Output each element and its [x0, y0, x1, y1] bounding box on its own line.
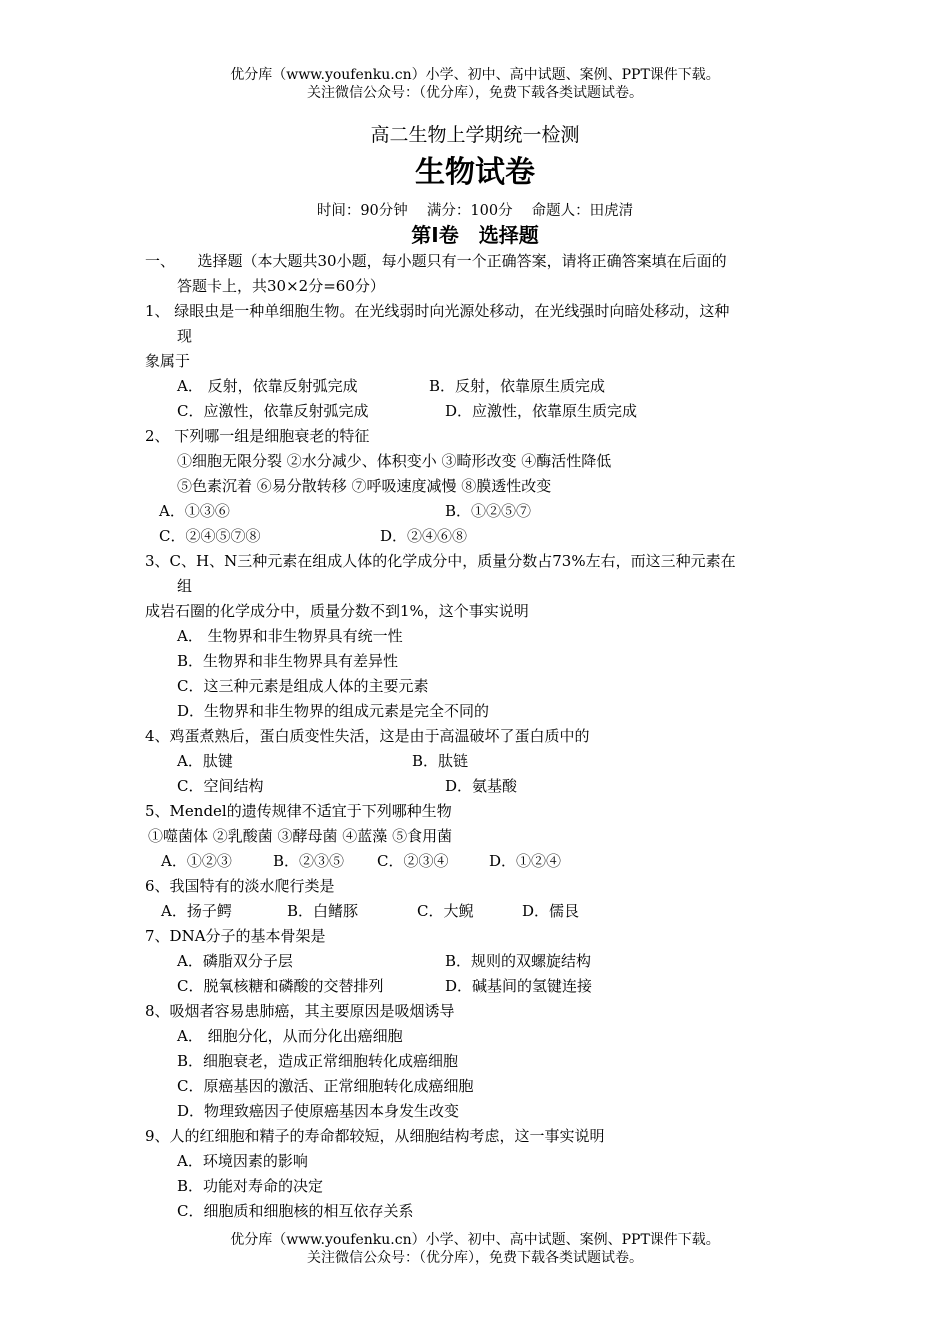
q6-option-a: A．扬子鳄	[161, 902, 232, 920]
q5-option-d: D．①②④	[489, 852, 562, 870]
q7-option-b: B．规则的双螺旋结构	[445, 952, 592, 970]
q2-stem: 2、 下列哪一组是细胞衰老的特征	[145, 427, 370, 445]
q9-stem: 9、人的红细胞和精子的寿命都较短，从细胞结构考虑，这一事实说明	[145, 1127, 605, 1145]
q1-stem-1: 1、 绿眼虫是一种单细胞生物。在光线弱时向光源处移动，在光线强时向暗处移动，这种	[145, 302, 730, 320]
q3-stem-1: 3、C、H、N三种元素在组成人体的化学成分中，质量分数占73%左右，而这三种元素在	[145, 552, 736, 570]
instructions-line-2: 答题卡上，共30×2分=60分）	[177, 277, 385, 295]
q7-stem: 7、DNA分子的基本骨架是	[145, 927, 326, 945]
q9-option-a: A．环境因素的影响	[177, 1152, 308, 1170]
exam-title: 生物试卷	[415, 155, 535, 190]
q3-stem-3: 成岩石圈的化学成分中，质量分数不到1%，这个事实说明	[145, 602, 529, 620]
q5-items: ①噬菌体 ②乳酸菌 ③酵母菌 ④蓝藻 ⑤食用菌	[148, 827, 453, 845]
exam-meta: 时间：90分钟 满分：100分 命题人：田虎清	[316, 203, 634, 219]
instructions-line-1: 一、 选择题（本大题共30小题，每小题只有一个正确答案，请将正确答案填在后面的	[145, 252, 727, 270]
q3-option-b: B．生物界和非生物界具有差异性	[177, 652, 399, 670]
q2-items-1: ①细胞无限分裂 ②水分减少、体积变小 ③畸形改变 ④酶活性降低	[177, 452, 612, 470]
q8-option-d: D．物理致癌因子使原癌基因本身发生改变	[177, 1102, 460, 1120]
q8-option-b: B．细胞衰老，造成正常细胞转化成癌细胞	[177, 1052, 459, 1070]
q2-option-b: B．①②⑤⑦	[445, 502, 532, 520]
q5-option-c: C．②③④	[377, 852, 449, 870]
q6-option-b: B．白鳍豚	[287, 902, 359, 920]
q2-items-2: ⑤色素沉着 ⑥易分散转移 ⑦呼吸速度减慢 ⑧膜透性改变	[177, 477, 552, 495]
q6-option-d: D．儒艮	[522, 902, 580, 920]
q1-stem-2: 现	[177, 327, 193, 345]
section-title: 第Ⅰ卷 选择题	[411, 223, 539, 247]
q4-option-d: D．氨基酸	[445, 777, 518, 795]
q3-option-d: D．生物界和非生物界的组成元素是完全不同的	[177, 702, 490, 720]
q1-option-d: D．应激性，依靠原生质完成	[445, 402, 638, 420]
q6-stem: 6、我国特有的淡水爬行类是	[145, 877, 335, 895]
q5-option-b: B．②③⑤	[273, 852, 345, 870]
q4-option-a: A．肽键	[177, 752, 233, 770]
q5-option-a: A．①②③	[161, 852, 232, 870]
header-line-1: 优分库（www.youfenku.cn）小学、初中、高中试题、案例、PPT课件下载。	[230, 67, 720, 83]
q4-option-b: B．肽链	[412, 752, 469, 770]
footer-line-2: 关注微信公众号：（优分库），免费下载各类试题试卷。	[307, 1250, 643, 1266]
q7-option-c: C．脱氧核糖和磷酸的交替排列	[177, 977, 384, 995]
header-line-2: 关注微信公众号：（优分库），免费下载各类试题试卷。	[307, 85, 643, 101]
q2-option-c: C．②④⑤⑦⑧	[159, 527, 261, 545]
q8-stem: 8、吸烟者容易患肺癌，其主要原因是吸烟诱导	[145, 1002, 455, 1020]
q7-option-a: A．磷脂双分子层	[177, 952, 293, 970]
q3-option-c: C．这三种元素是组成人体的主要元素	[177, 677, 429, 695]
q4-option-c: C．空间结构	[177, 777, 264, 795]
q1-option-b: B．反射，依靠原生质完成	[429, 377, 606, 395]
q8-option-c: C．原癌基因的激活、正常细胞转化成癌细胞	[177, 1077, 474, 1095]
q1-option-a: A． 反射，依靠反射弧完成	[177, 377, 358, 395]
q3-stem-2: 组	[177, 577, 193, 595]
q1-option-c: C．应激性，依靠反射弧完成	[177, 402, 369, 420]
exam-subtitle: 高二生物上学期统一检测	[370, 124, 580, 146]
q9-option-c: C．细胞质和细胞核的相互依存关系	[177, 1202, 414, 1220]
q4-stem: 4、鸡蛋煮熟后，蛋白质变性失活，这是由于高温破坏了蛋白质中的	[145, 727, 590, 745]
q9-option-b: B．功能对寿命的决定	[177, 1177, 324, 1195]
q8-option-a: A． 细胞分化，从而分化出癌细胞	[177, 1027, 403, 1045]
q2-option-d: D．②④⑥⑧	[380, 527, 468, 545]
q2-option-a: A．①③⑥	[159, 502, 230, 520]
q6-option-c: C．大鲵	[417, 902, 474, 920]
q1-stem-3: 象属于	[145, 352, 191, 370]
q3-option-a: A． 生物界和非生物界具有统一性	[177, 627, 403, 645]
q7-option-d: D．碱基间的氢键连接	[445, 977, 593, 995]
q5-stem: 5、Mendel的遗传规律不适宜于下列哪种生物	[145, 802, 452, 820]
footer-line-1: 优分库（www.youfenku.cn）小学、初中、高中试题、案例、PPT课件下载。	[230, 1232, 720, 1248]
